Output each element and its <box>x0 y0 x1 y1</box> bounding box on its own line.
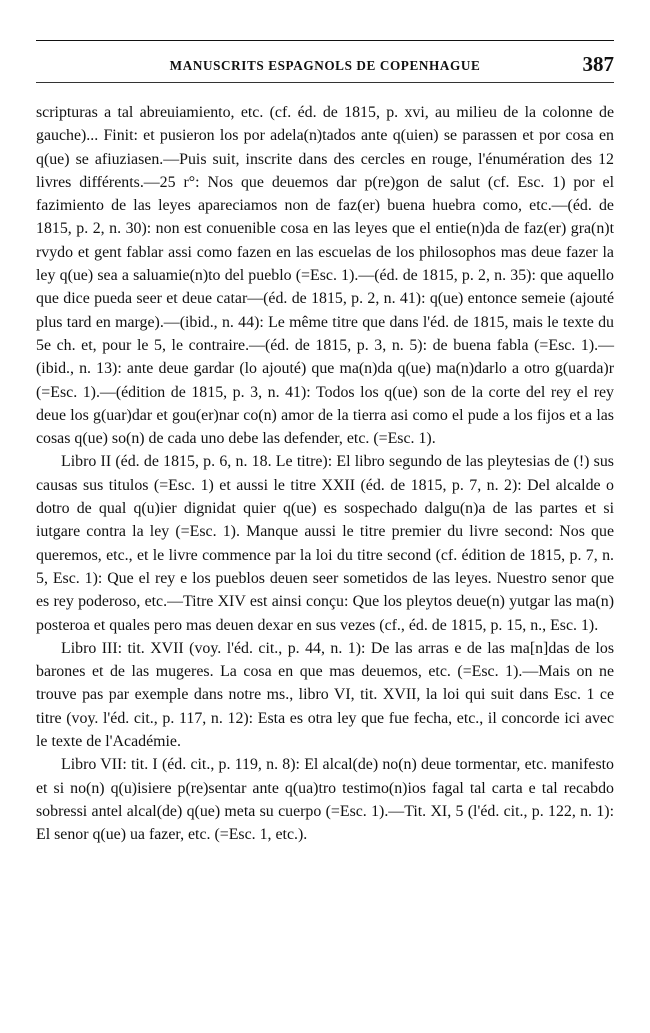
paragraph-2: Libro II (éd. de 1815, p. 6, n. 18. Le titre): El libro segundo de las pleytesias de (!) sus causas sus titulos (=Esc. 1) et aussi le titre XXII (éd. de 1815, p. 7, n. 2): Del alcalde o dotro de qual q(u)ier dignidat quier q(ue) es sospechado dalgu(n)a de las partes et si iutgare contra la ley (=Esc. 1). Manque aussi le titre premier du livre second: Nos que queremos, etc., et le livre commence par la loi du titre second (cf. édition de 1815, p. 7, n. 5, Esc. 1): Que el rey e los pueblos deuen seer sometidos de las leyes. Nuestro senor que es rey poderoso, etc.—Titre XIV est ainsi conçu: Que los pleytos deue(n) yutgar las ma(n) posteroa et quales pero mas deuen dexar en sus vezes (cf., éd. de 1815, p. 15, n., Esc. 1). <box>36 453 614 634</box>
page-number: 387 <box>582 52 614 76</box>
body-text <box>36 101 614 847</box>
paragraph-4: Libro VII: tit. I (éd. cit., p. 119, n. 8): El alcal(de) no(n) deue tormentar, etc. manifesto et si no(n) q(u)isiere p(re)sentar ante q(ua)tro testimo(n)ios fagal tal carta e tal recabdo sobressi antel alcal(de) q(ue) meta su cuerpo (=Esc. 1).—Tit. XI, 5 (l'éd. cit., p. 122, n. 1): El senor q(ue) ua fazer, etc. (=Esc. 1, etc.). <box>36 756 614 844</box>
header-divider <box>36 82 614 83</box>
running-title: MANUSCRITS ESPAGNOLS DE COPENHAGUE <box>169 58 481 73</box>
page <box>36 40 614 1030</box>
paragraph-3: Libro III: tit. XVII (voy. l'éd. cit., p. 44, n. 1): De las arras e de las ma[n]das de los barones et de las mugeres. La cosa en que mas deuemos, etc. (=Esc. 1).—Mais on ne trouve pas par exemple dans notre ms., libro VI, tit. XVII, la loi qui suit dans Esc. 1 ce titre (voy. l'éd. cit., p. 117, n. 12): Esta es otra ley que fue fecha, etc., il concorde ici avec le texte de l'Académie. <box>36 639 614 751</box>
page-header <box>36 40 614 83</box>
paragraph-1: scripturas a tal abreuiamiento, etc. (cf. éd. de 1815, p. xvi, au milieu de la colonne de gauche)... Finit: et pusieron los por adela(n)tados ante q(uien) se parassen et por cosa en q(ue) se afiuziasen.—Puis suit, inscrite dans des cercles en rouge, l'énumération des 12 livres différents.—25 r°: Nos que deuemos dar p(re)gon de salut (cf. Esc. 1) por el fazimiento de las leyes apareciamos non de faz(er) buena huebra como, etc.—(éd. de 1815, p. 2, n. 30): non est conuenible cosa en las leyes que el entie(n)da de faz(er) gra(n)t rvydo et gent fablar assi como fazen en las escuelas de los philosophos mas deue fazer la ley q(ue) sea a saluamie(n)to del pueblo (=Esc. 1).—(éd. de 1815, p. 2, n. 35): que aquello que dice pueda seer et deue catar—(éd. de 1815, p. 2, n. 41): q(ue) entonce semeie (ajouté plus tard en marge).—(ibid., n. 44): Le même titre que dans l'éd. de 1815, mais le texte du 5e ch. et, pour le 5, le contraire.—(éd. de 1815, p. 3, n. 5): de buena fabla (=Esc. 1).—(ibid., n. 13): ante deue gardar (lo ajouté) que ma(n)da q(ue) ma(n)darlo a otro g(uarda)r (=Esc. 1).—(édition de 1815, p. 3, n. 41): Todos los q(ue) son de la corte del rey el rey deue los g(uar)dar et gou(er)nar co(n) amor de la tierra asi como el pude a los fijos et a las cosas q(ue) so(n) de cada uno debe las defender, etc. (=Esc. 1). <box>36 104 614 448</box>
